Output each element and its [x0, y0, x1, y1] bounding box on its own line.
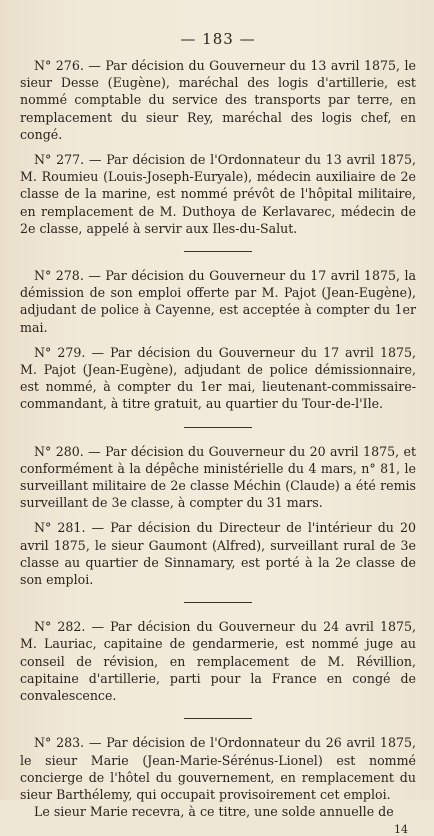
entry-281: N° 281. — Par décision du Directeur de l'intérieur du 20 avril 1875, le sieur Gaumont (Alfred), surveillant rural de 3e classe au quartier de Sinnamary, est porté à la 2e classe de son emploi. [20, 520, 416, 588]
spacer [20, 336, 416, 344]
entry-280: N° 280. — Par décision du Gouverneur du 20 avril 1875, et conformément à la dépêche ministérielle du 4 mars, n° 81, le surveillant militaire de 2e classe Méchin (Claude) a été remis surveillant de 3e classe, à compter du 31 mars. [20, 443, 416, 511]
entry-279: N° 279. — Par décision du Gouverneur du 17 avril 1875, M. Pajot (Jean-Eugène), adjudant de police démissionnaire, est nommé, à compter du 1er mai, lieutenant-commissaire-commandant, à titre gratuit, au quartier du Tour-de-l'Ile. [20, 344, 416, 412]
spacer [20, 143, 416, 151]
section-divider [184, 251, 252, 252]
page-number: — 183 — [180, 30, 256, 48]
signature-mark: 14 [394, 823, 408, 836]
entry-277: N° 277. — Par décision de l'Ordonnateur du 13 avril 1875, M. Roumieu (Louis-Joseph-Euryale), médecin auxiliaire de 2e classe de la marine, est nommé prévôt de l'hôpital militaire, en remplacement de M. Duthoya de Kerlavarec, médecin de 2e classe, appelé à servir aux Iles-du-Salut. [20, 152, 416, 236]
spacer [20, 511, 416, 519]
entry-278: N° 278. — Par décision du Gouverneur du 17 avril 1875, la démission de son emploi offerte par M. Pajot (Jean-Eugène), adjudant de police à Cayenne, est acceptée à compter du 1er mai. [20, 268, 416, 335]
entry-282: N° 282. — Par décision du Gouverneur du 24 avril 1875, M. Lauriac, capitaine de gendarmerie, est nommé juge au conseil de révision, en remplacement de M. Révillion, capitaine d'artillerie, parti pour la France en congé de convalescence. [20, 619, 416, 704]
entry-283-continuation: Le sieur Marie recevra, à ce titre, une solde annuelle de [34, 804, 394, 820]
section-divider [184, 427, 252, 428]
section-divider [184, 718, 252, 719]
entry-276: N° 276. — Par décision du Gouverneur du 13 avril 1875, le sieur Desse (Eugène), maréchal des logis d'artillerie, est nommé comptable du service des transports par terre, en remplacement du sieur Rey, maréchal des logis chef, en congé. [20, 58, 416, 142]
section-divider [184, 602, 252, 603]
entry-283: N° 283. — Par décision de l'Ordonnateur du 26 avril 1875, le sieur Marie (Jean-Marie-Sérénus-Lionel) est nommé concierge de l'hôtel du gouvernement, en remplacement du sieur Barthélemy, qui occupait provisoirement cet emploi. [20, 735, 416, 802]
